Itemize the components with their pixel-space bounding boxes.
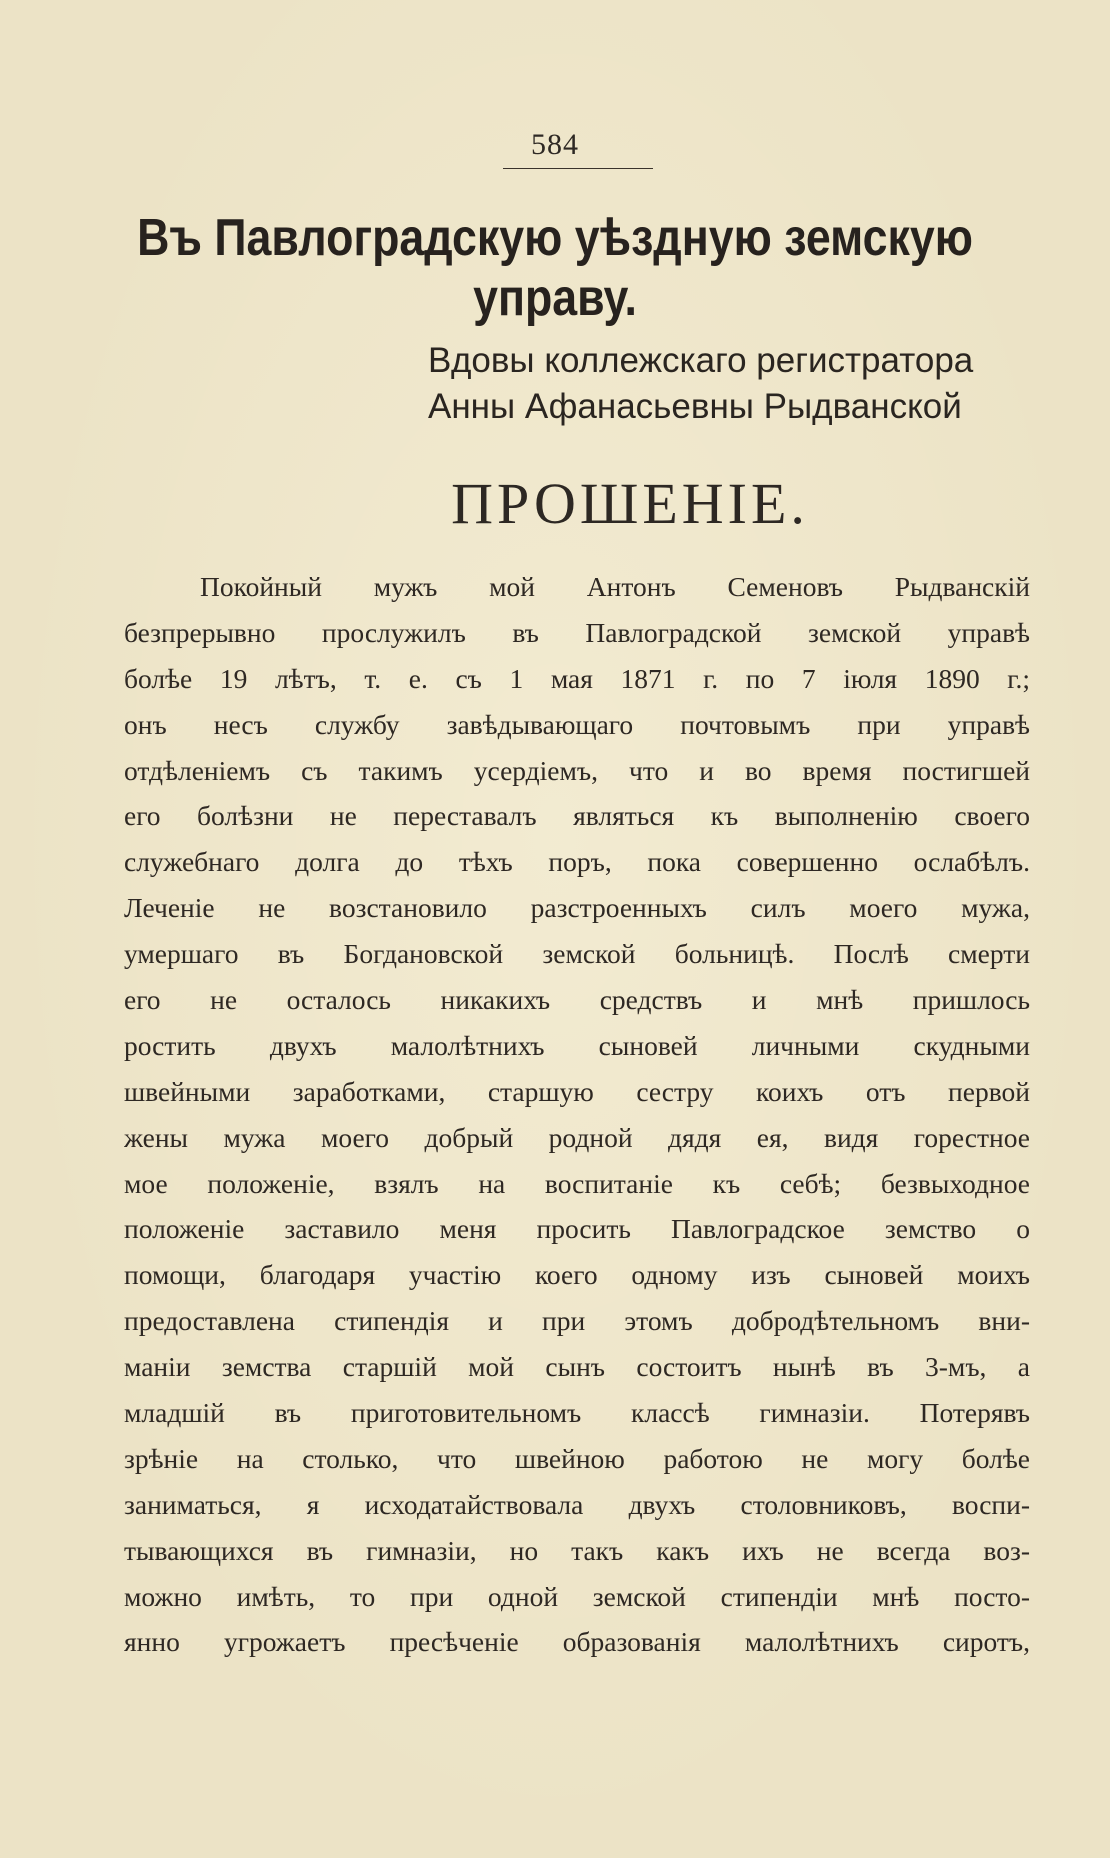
- body-line: можно имѣть, то при одной земской стипендіи мнѣ посто-: [124, 1580, 1030, 1612]
- body-line: зрѣніе на столько, что швейною работою не могу болѣе: [124, 1442, 1030, 1474]
- body-line: ростить двухъ малолѣтнихъ сыновей личными скудными: [124, 1029, 1030, 1061]
- petition-title: ПРОШЕНІЕ.: [451, 471, 809, 536]
- body-line: Покойный мужъ мой Антонъ Семеновъ Рыдванскій: [200, 571, 1030, 602]
- document-heading: Въ Павлоградскую уѣздную земскую управу.: [137, 209, 973, 327]
- body-line: маніи земства старшій мой сынъ состоитъ нынѣ въ 3-мъ, а: [124, 1351, 1030, 1383]
- body-line: мое положеніе, взялъ на воспитаніе къ себѣ; безвыходное: [124, 1167, 1030, 1199]
- body-line: швейными заработками, старшую сестру коихъ отъ первой: [124, 1075, 1030, 1107]
- body-line: отдѣленіемъ съ такимъ усердіемъ, что и во время постигшей: [124, 754, 1030, 786]
- body-line: заниматься, я исходатайствовала двухъ столовниковъ, воспи-: [124, 1488, 1030, 1520]
- body-line: Леченіе не возстановило разстроенныхъ силъ моего мужа,: [124, 892, 1030, 924]
- body-line: болѣе 19 лѣтъ, т. е. съ 1 мая 1871 г. по 7 іюля 1890 г.;: [124, 662, 1030, 694]
- body-line: умершаго въ Богдановской земской больницѣ. Послѣ смерти: [124, 938, 1030, 970]
- body-line: служебнаго долга до тѣхъ поръ, пока совершенно ослабѣлъ.: [124, 846, 1030, 878]
- body-line: янно угрожаетъ пресѣченіе образованія малолѣтнихъ сиротъ,: [124, 1626, 1030, 1658]
- petition-body: [124, 564, 1030, 1665]
- body-line: тывающихся въ гимназіи, но такъ какъ ихъ не всегда воз-: [124, 1534, 1030, 1566]
- body-line: помощи, благодаря участію коего одному изъ сыновей моихъ: [124, 1259, 1030, 1291]
- body-line: безпрерывно прослужилъ въ Павлоградской земской управѣ: [124, 616, 1030, 648]
- body-line: его болѣзни не переставалъ являться къ выполненію своего: [124, 800, 1030, 832]
- body-line: жены мужа моего добрый родной дядя ея, видя горестное: [124, 1121, 1030, 1153]
- body-line: положеніе заставило меня просить Павлоградское земство о: [124, 1213, 1030, 1245]
- page-number-rule: [503, 168, 653, 169]
- body-line: предоставлена стипендія и при этомъ добродѣтельномъ вни-: [124, 1305, 1030, 1337]
- body-line: его не осталось никакихъ средствъ и мнѣ пришлось: [124, 984, 1030, 1016]
- page-number: 584: [531, 128, 579, 161]
- body-line: младшій въ приготовительномъ классѣ гимназіи. Потерявъ: [124, 1397, 1030, 1429]
- addressee-line-2: Анны Афанасьевны Рыдванской: [428, 387, 962, 426]
- addressee-line-1: Вдовы коллежскаго регистратора: [428, 341, 974, 380]
- addressee-block: [428, 338, 1048, 430]
- body-line: онъ несъ службу завѣдывающаго почтовымъ при управѣ: [124, 708, 1030, 740]
